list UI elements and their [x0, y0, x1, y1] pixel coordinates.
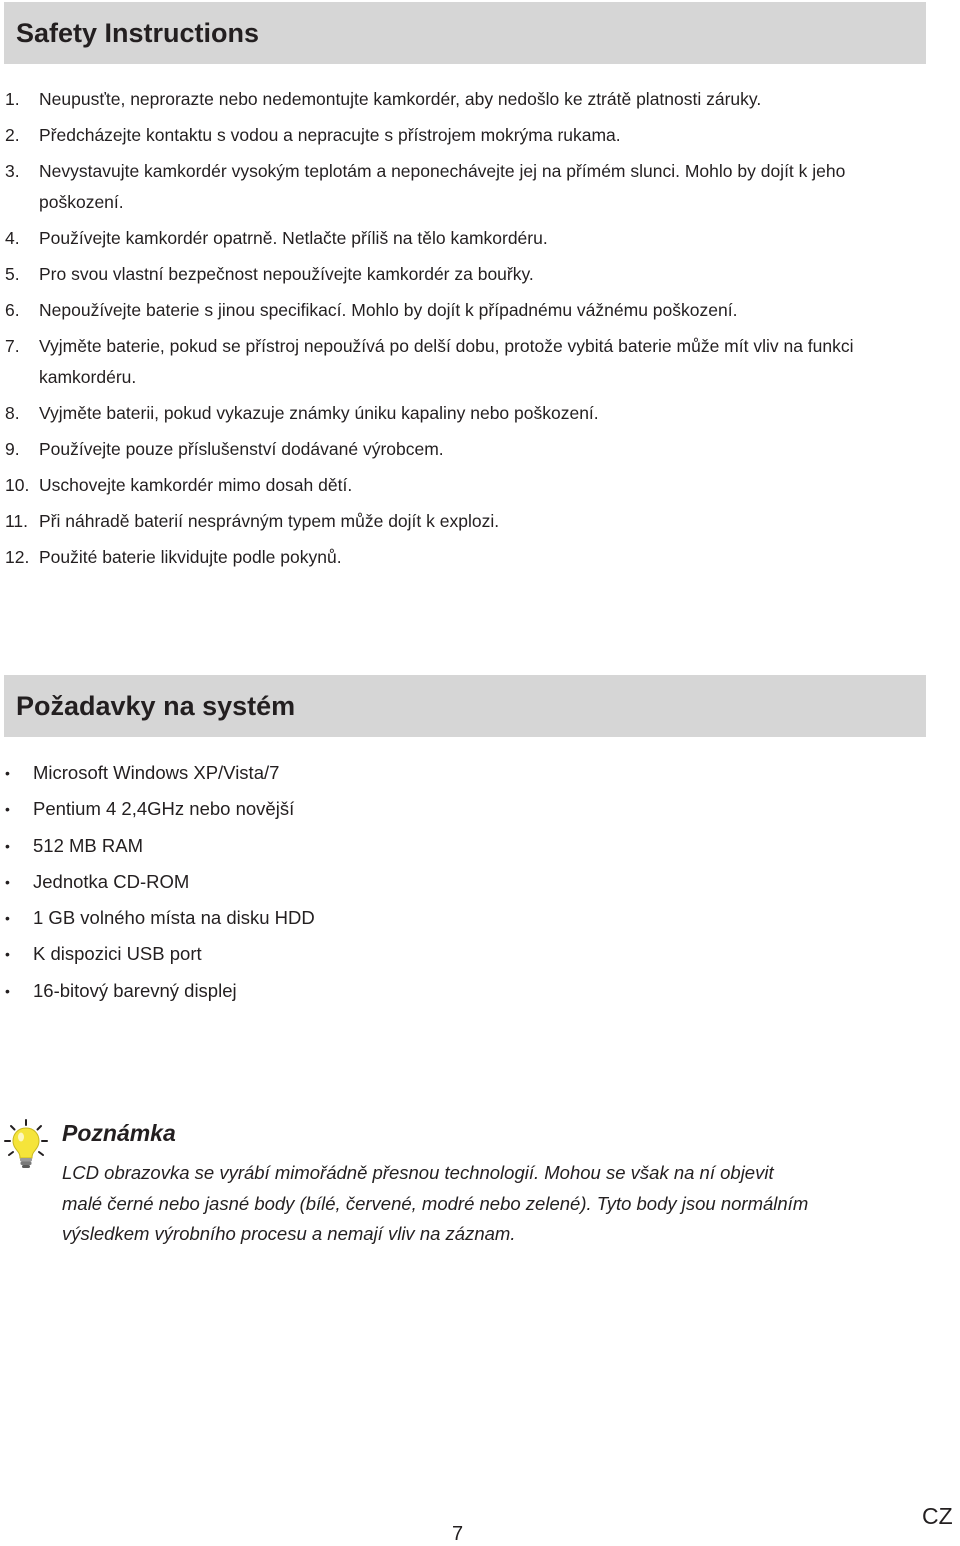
- item-number: 1.: [5, 89, 20, 109]
- bullet-icon: •: [5, 801, 10, 818]
- item-text: Jednotka CD-ROM: [33, 870, 190, 892]
- system-requirements-list: [0, 755, 315, 1009]
- safety-instructions-list: [0, 84, 940, 578]
- list-item: [0, 755, 315, 791]
- item-number: 2.: [5, 125, 20, 145]
- item-text: K dispozici USB port: [33, 943, 202, 965]
- safety-instructions-header: [4, 2, 926, 64]
- list-item: [0, 973, 315, 1009]
- item-text: Použité baterie likvidujte podle pokynů.: [39, 547, 342, 567]
- list-item: [0, 120, 940, 151]
- item-number: 10.: [5, 475, 30, 495]
- list-item: [0, 506, 940, 537]
- list-item: [0, 828, 315, 864]
- list-item: [0, 791, 315, 827]
- item-text: Pentium 4 2,4GHz nebo novější: [33, 798, 295, 820]
- item-number: 11.: [5, 511, 29, 531]
- item-text: Nevystavujte kamkordér vysokým teplotám a neponechávejte jej na přímém slunci. Mohlo by dojít k jeho poškození.: [39, 161, 846, 212]
- list-item: [0, 295, 940, 326]
- item-number: 6.: [5, 300, 20, 320]
- note-title: Poznámka: [62, 1120, 176, 1146]
- item-text: Pro svou vlastní bezpečnost nepoužívejte kamkordér za bouřky.: [39, 264, 534, 284]
- list-item: [0, 936, 315, 972]
- list-item: [0, 434, 940, 465]
- item-text: Předcházejte kontaktu s vodou a nepracujte s přístrojem mokrýma rukama.: [39, 125, 621, 145]
- note-body: [62, 1158, 922, 1250]
- bullet-icon: •: [5, 837, 10, 854]
- safety-instructions-title: Safety Instructions: [16, 17, 260, 48]
- language-code: CZ: [922, 1503, 953, 1529]
- bullet-icon: •: [5, 910, 10, 927]
- note-line: LCD obrazovka se vyrábí mimořádně přesnou technologií. Mohou se však na ní objevit: [62, 1162, 774, 1183]
- lightbulb-icon: [4, 1118, 48, 1170]
- note-line: výsledkem výrobního procesu a nemají vliv na záznam.: [62, 1223, 516, 1244]
- item-text: 16-bitový barevný displej: [33, 979, 237, 1001]
- list-item: [0, 156, 940, 218]
- list-item: [0, 398, 940, 429]
- bullet-icon: •: [5, 873, 10, 890]
- system-requirements-title: Požadavky na systém: [16, 690, 296, 721]
- item-text: Nepoužívejte baterie s jinou specifikací. Mohlo by dojít k případnému vážnému poškození.: [39, 300, 738, 320]
- item-number: 5.: [5, 264, 20, 284]
- item-text: Používejte pouze příslušenství dodávané výrobcem.: [39, 439, 444, 459]
- list-item: [0, 259, 940, 290]
- item-text: Uschovejte kamkordér mimo dosah dětí.: [39, 475, 353, 495]
- bullet-icon: •: [5, 946, 10, 963]
- list-item: [0, 542, 940, 573]
- item-text: Používejte kamkordér opatrně. Netlačte příliš na tělo kamkordéru.: [39, 228, 548, 248]
- item-number: 9.: [5, 439, 20, 459]
- item-number: 12.: [5, 547, 30, 567]
- item-text: Vyjměte baterii, pokud vykazuje známky úniku kapaliny nebo poškození.: [39, 403, 599, 423]
- list-item: [0, 470, 940, 501]
- item-number: 7.: [5, 336, 20, 356]
- system-requirements-header: [4, 675, 926, 737]
- item-number: 3.: [5, 161, 20, 181]
- item-number: 8.: [5, 403, 20, 423]
- item-text: 512 MB RAM: [33, 834, 144, 856]
- bullet-icon: •: [5, 765, 10, 781]
- list-item: [0, 864, 315, 900]
- item-text: Microsoft Windows XP/Vista/7: [33, 762, 280, 783]
- note-line: malé černé nebo jasné body (bílé, červené, modré nebo zelené). Tyto body jsou normálním: [62, 1192, 809, 1214]
- list-item: [0, 331, 940, 393]
- item-text: 1 GB volného místa na disku HDD: [33, 907, 315, 929]
- item-text: Při náhradě baterií nesprávným typem může dojít k explozi.: [39, 511, 500, 531]
- list-item: [0, 900, 315, 936]
- item-text: Neupusťte, neprorazte nebo nedemontujte kamkordér, aby nedošlo ke ztrátě platnosti záruky.: [39, 89, 762, 109]
- list-item: [0, 223, 940, 254]
- bullet-icon: •: [5, 982, 10, 999]
- item-text: Vyjměte baterie, pokud se přístroj nepoužívá po delší dobu, protože vybitá baterie může mít vliv na funkci kamkordéru.: [39, 336, 854, 387]
- item-number: 4.: [5, 228, 20, 248]
- page-number: 7: [452, 1523, 464, 1545]
- list-item: [0, 84, 940, 115]
